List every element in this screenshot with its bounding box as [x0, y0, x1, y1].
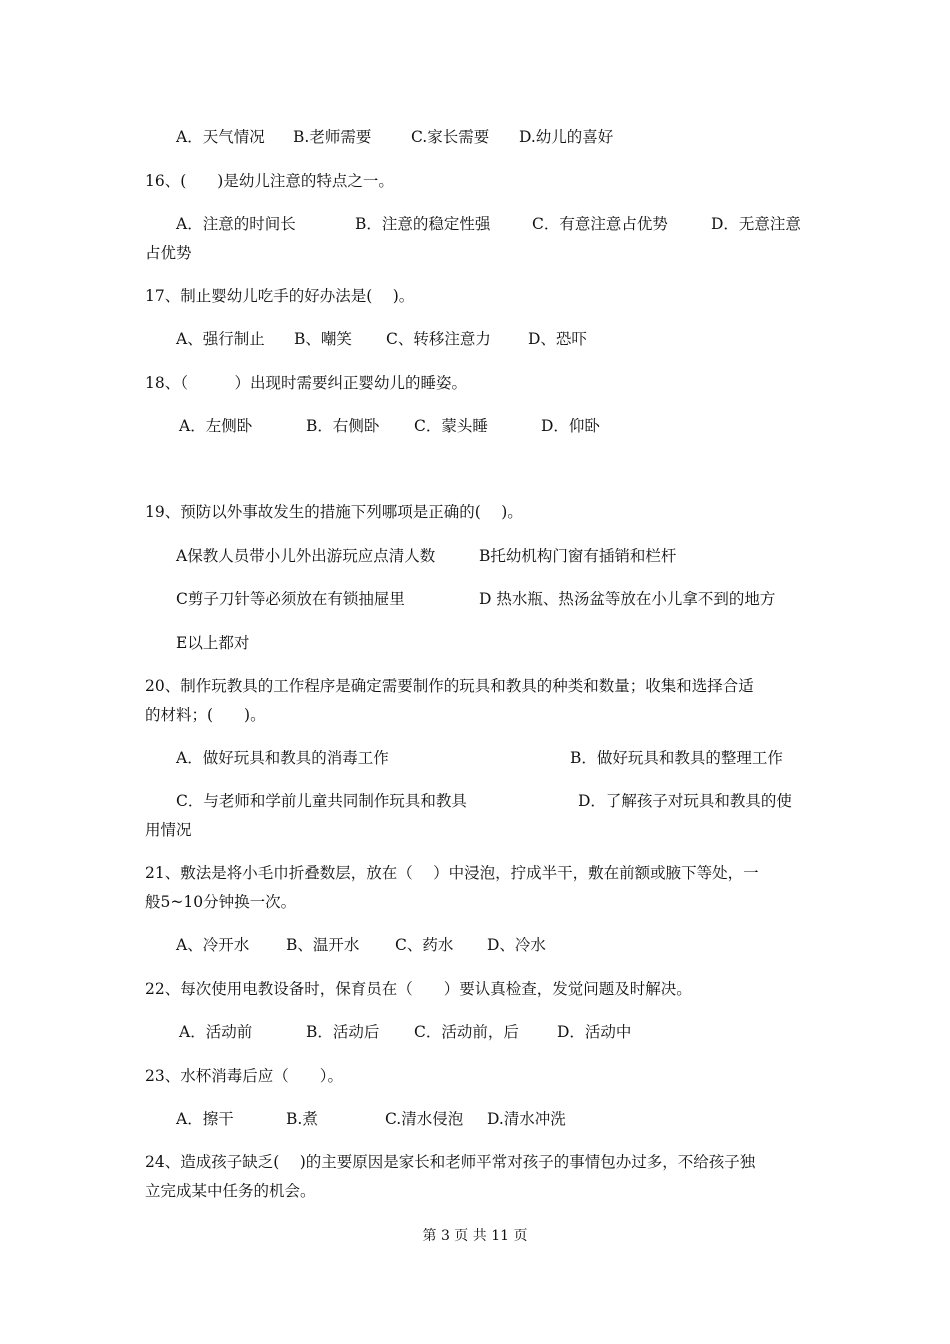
q16-wrap: 占优势 — [145, 244, 192, 262]
q15-option-b: B.老师需要 — [293, 128, 372, 146]
q18-option-a: A．左侧卧 — [179, 417, 253, 435]
q24-stem-line2: 立完成某中任务的机会。 — [145, 1182, 316, 1200]
q21-stem-line2: 般5~10分钟换一次。 — [145, 893, 297, 911]
q21-stem-line1: 21、敷法是将小毛巾折叠数层，放在（ ）中浸泡，拧成半干，敷在前额或腋下等处，一 — [145, 864, 759, 882]
q16-stem: 16、( )是幼儿注意的特点之一。 — [145, 172, 394, 190]
q16-option-a: A．注意的时间长 — [176, 215, 296, 233]
q20-stem-line2: 的材料；( )。 — [145, 706, 266, 724]
q20-option-a: A．做好玩具和教具的消毒工作 — [176, 749, 389, 767]
q20-stem-line1: 20、制作玩教具的工作程序是确定需要制作的玩具和教具的种类和数量；收集和选择合适 — [145, 677, 754, 695]
q18-option-b: B．右侧卧 — [306, 417, 380, 435]
q21-option-d: D、冷水 — [487, 936, 546, 954]
q20-option-b: B．做好玩具和教具的整理工作 — [570, 749, 783, 767]
q15-option-a: A．天气情况 — [176, 128, 265, 146]
q20-option-d: D．了解孩子对玩具和教具的使 — [578, 792, 792, 810]
q22-option-b: B．活动后 — [306, 1023, 380, 1041]
q19-option-e: E以上都对 — [176, 634, 250, 652]
q19-stem: 19、预防以外事故发生的措施下列哪项是正确的( )。 — [145, 503, 523, 521]
q17-option-c: C、转移注意力 — [386, 330, 491, 348]
q19-option-d: D 热水瓶、热汤盆等放在小儿拿不到的地方 — [479, 590, 776, 608]
q16-option-c: C．有意注意占优势 — [532, 215, 668, 233]
q18-stem: 18、（ ）出现时需要纠正婴幼儿的睡姿。 — [145, 374, 467, 392]
q18-option-c: C．蒙头睡 — [414, 417, 488, 435]
q23-option-c: C.清水侵泡 — [385, 1110, 464, 1128]
q23-option-a: A．擦干 — [176, 1110, 234, 1128]
page-footer: 第 3 页 共 11 页 — [422, 1228, 528, 1244]
q23-stem: 23、水杯消毒后应（ ）。 — [145, 1067, 343, 1085]
q18-option-d: D．仰卧 — [541, 417, 600, 435]
q16-option-b: B．注意的稳定性强 — [355, 215, 491, 233]
q21-option-b: B、温开水 — [286, 936, 360, 954]
q19-option-c: C剪子刀针等必须放在有锁抽屉里 — [176, 590, 405, 608]
q20-option-c: C．与老师和学前儿童共同制作玩具和教具 — [176, 792, 467, 810]
q17-option-d: D、恐吓 — [528, 330, 587, 348]
q23-option-b: B.煮 — [286, 1110, 318, 1128]
q17-stem: 17、制止婴幼儿吃手的好办法是( )。 — [145, 287, 415, 305]
q15-option-d: D.幼儿的喜好 — [519, 128, 614, 146]
q24-stem-line1: 24、造成孩子缺乏( )的主要原因是家长和老师平常对孩子的事情包办过多，不给孩子独 — [145, 1153, 756, 1171]
q15-option-c: C.家长需要 — [411, 128, 490, 146]
q22-stem: 22、每次使用电教设备时，保育员在（ ）要认真检查，发觉问题及时解决。 — [145, 980, 692, 998]
q21-option-a: A、冷开水 — [176, 936, 250, 954]
q22-option-d: D．活动中 — [557, 1023, 632, 1041]
q19-option-b: B托幼机构门窗有插销和栏杆 — [479, 547, 677, 565]
q17-option-a: A、强行制止 — [176, 330, 265, 348]
q22-option-a: A．活动前 — [179, 1023, 253, 1041]
q22-option-c: C．活动前，后 — [414, 1023, 519, 1041]
q16-option-d: D．无意注意 — [711, 215, 801, 233]
q21-option-c: C、药水 — [395, 936, 454, 954]
q17-option-b: B、嘲笑 — [294, 330, 352, 348]
q19-option-a: A保教人员带小儿外出游玩应点清人数 — [176, 547, 436, 565]
q23-option-d: D.清水冲洗 — [487, 1110, 566, 1128]
q20-wrap: 用情况 — [145, 821, 192, 839]
